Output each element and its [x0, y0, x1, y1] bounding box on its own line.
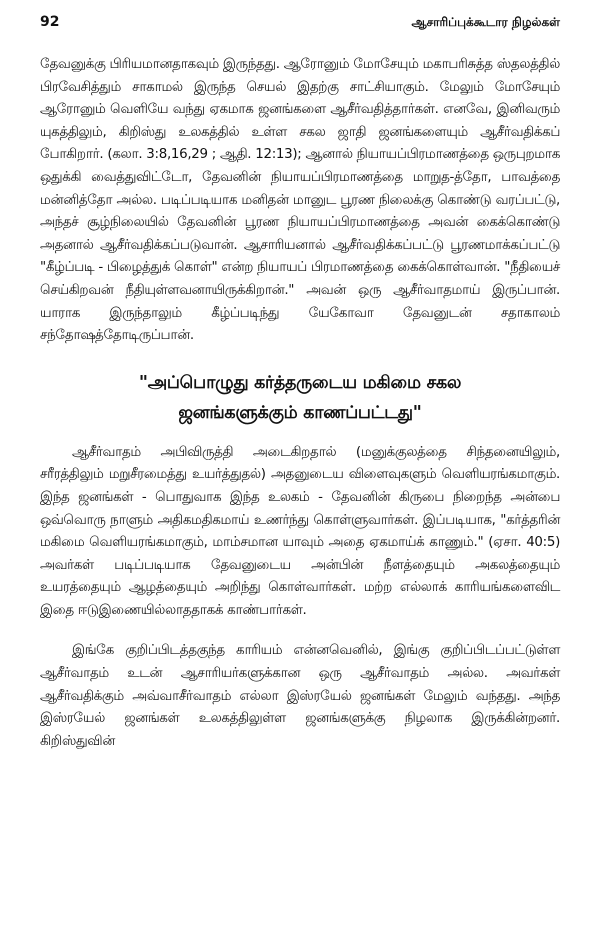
- page-number: 92: [40, 14, 60, 30]
- section-heading-line-2: ஜனங்களுக்கும் காணப்பட்டது": [178, 402, 422, 423]
- page-header: [40, 14, 560, 38]
- section-heading: [40, 368, 560, 428]
- body-paragraph-3: இங்கே குறிப்பிடத்தகுந்த காரியம் என்னவெனில், இங்கு குறிப்பிடப்பட்டுள்ள ஆசீர்வாதம் உடன் ஆசாரியர்களுக்கான ஒரு ஆசீர்வாதம் அல்ல. அவர்கள் ஆசீர்வதிக்கும் அவ்வாசீர்வாதம் எல்லா இஸ்ரயேல் ஜனங்கள் மேலும் வந்தது. அந்த இஸ்ரயேல் ஜனங்கள் உலகத்திலுள்ள ஜனங்களுக்கு நிழலாக இருக்கின்றனர். கிறிஸ்துவின்: [40, 643, 560, 749]
- body-paragraph-1: தேவனுக்கு பிரியமானதாகவும் இருந்தது. ஆரோனும் மோசேயும் மகாபரிசுத்த ஸ்தலத்தில் பிரவேசித்தும் சாகாமல் இருந்த செயல் இதற்கு சாட்சியாகும். மேலும் மோசேயும் ஆரோனும் வெளியே வந்து ஏகமாக ஜனங்களை ஆசீர்வதித்தார்கள். எனவே, இனிவரும் யுகத்திலும், கிறிஸ்து உலகத்தில் உள்ள சகல ஜாதி ஜனங்களையும் ஆசீர்வதிக்கப் போகிறார். (கலா. 3:8,16,29 ; ஆதி. 12:13); ஆனால் நியாயப்பிரமாணத்தை ஒருபுறமாக ஒதுக்கி வைத்துவிட்டோ, தேவனின் நியாயப்பிரமாணத்தை மாறுத-த்தோ, பாவத்தை மன்னித்தோ அல்ல. படிப்படியாக மனிதன் மானுட பூரண நிலைக்கு கொண்டு வரப்பட்டு, அந்தச் சூழ்நிலையில் தேவனின் பூரண நியாயப்பிரமாணத்தை அவன் கைக்கொண்டு அதனால் ஆசீர்வதிக்கப்படுவான். ஆசாரியனால் ஆசீர்வதிக்கப்பட்டு பூரணமாக்கப்பட்டு "கீழ்ப்படி - பிழைத்துக் கொள்" என்ற நியாயப் பிரமாணத்தை கைக்கொள்வான். "நீதியைச் செய்கிறவன் நீதியுள்ளவனாயிருக்கிறான்." அவன் ஒரு ஆசீர்வாதமாய் இருப்பான். யாராக இருந்தாலும் கீழ்ப்படிந்து யேகோவா தேவனுடன் சதாகாலம் சந்தோஷத்தோடிருப்பான்.: [40, 57, 560, 344]
- body-paragraph-2: ஆசீர்வாதம் அபிவிருத்தி அடைகிறதால் (மனுக்குலத்தை சிந்தனையிலும், சரீரத்திலும் மறுசீரமைத்து உயர்த்துதல்) அதனுடைய விளைவுகளும் வெளியரங்கமாகும். இந்த ஜனங்கள் - பொதுவாக இந்த உலகம் - தேவனின் கிருபை நிறைந்த அன்பை ஒவ்வொரு நாளும் அதிகமதிகமாய் உணர்ந்து கொள்ளுவார்கள். இப்படியாக, "கர்த்தரின் மகிமை வெளியரங்கமாகும், மாம்சமான யாவும் அதை ஏகமாய்க் காணும்." (ஏசா. 40:5) அவர்கள் படிப்படியாக தேவனுடைய அன்பின் நீளத்தையும் அகலத்தையும் உயரத்தையும் ஆழத்தையும் அறிந்து கொள்வார்கள். மற்ற எல்லாக் காரியங்களைவிட இதை ஈடுஇணையில்லாததாகக் காண்பார்கள்.: [40, 444, 560, 618]
- section-heading-line-1: "அப்பொழுது கர்த்தருடைய மகிமை சகல: [138, 372, 462, 393]
- running-title: ஆசாரிப்புக்கூடார நிழல்கள்: [411, 15, 560, 29]
